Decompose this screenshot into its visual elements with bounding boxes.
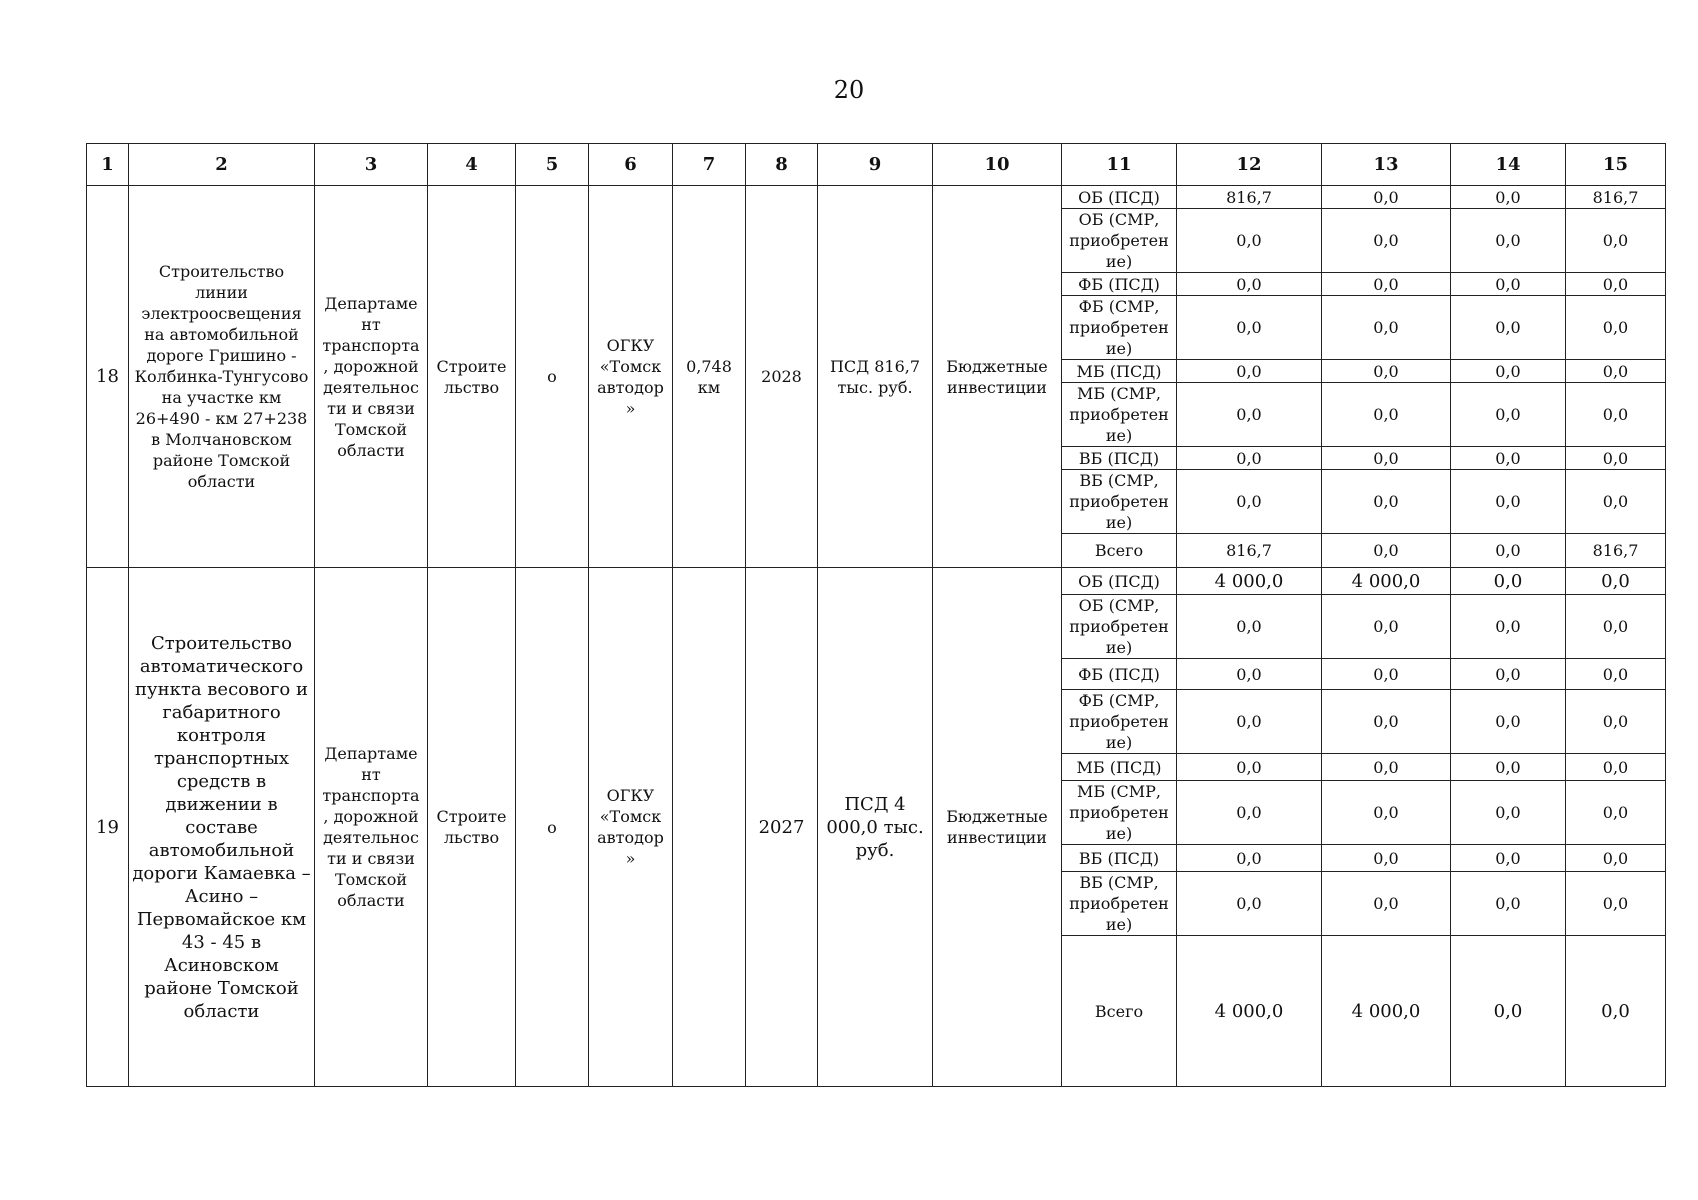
- value-col13: 0,0: [1322, 383, 1451, 447]
- value-col13: 4 000,0: [1322, 568, 1451, 595]
- value-col15: 0,0: [1566, 659, 1666, 690]
- value-col13: 0,0: [1322, 690, 1451, 754]
- value-col15: 0,0: [1566, 845, 1666, 872]
- value-col15: 816,7: [1566, 186, 1666, 209]
- col5-value: о: [516, 568, 589, 1087]
- value-col14: 0,0: [1451, 781, 1566, 845]
- value-col14: 0,0: [1451, 872, 1566, 936]
- work-kind: Строите льство: [428, 186, 516, 568]
- value-col15: 0,0: [1566, 296, 1666, 360]
- value-col12: 0,0: [1177, 754, 1322, 781]
- value-col14: 0,0: [1451, 360, 1566, 383]
- table-row: [87, 186, 1666, 209]
- header-cell: 15: [1566, 144, 1666, 186]
- year: 2027: [746, 568, 818, 1087]
- value-col13: 0,0: [1322, 360, 1451, 383]
- col5-value: о: [516, 186, 589, 568]
- funding-source: ОБ (СМР, приобретен ие): [1062, 595, 1177, 659]
- value-col12: 0,0: [1177, 447, 1322, 470]
- header-row: [87, 144, 1666, 186]
- value-col13: 0,0: [1322, 447, 1451, 470]
- value-col13: 0,0: [1322, 845, 1451, 872]
- customer: ОГКУ «Томск автодор »: [589, 568, 673, 1087]
- capacity: [673, 568, 746, 1087]
- value-col14: 0,0: [1451, 659, 1566, 690]
- funding-source: ВБ (ПСД): [1062, 447, 1177, 470]
- value-col15: 0,0: [1566, 447, 1666, 470]
- funding-source: МБ (ПСД): [1062, 754, 1177, 781]
- value-col15: 0,0: [1566, 273, 1666, 296]
- header-cell: 9: [818, 144, 933, 186]
- value-col13: 0,0: [1322, 209, 1451, 273]
- value-col15: 0,0: [1566, 383, 1666, 447]
- funding-source: Всего: [1062, 936, 1177, 1087]
- funding-source: ОБ (ПСД): [1062, 568, 1177, 595]
- value-col13: 0,0: [1322, 754, 1451, 781]
- value-col14: 0,0: [1451, 534, 1566, 568]
- value-col15: 0,0: [1566, 936, 1666, 1087]
- customer: ОГКУ «Томск автодор »: [589, 186, 673, 568]
- value-col14: 0,0: [1451, 447, 1566, 470]
- page-number: 20: [833, 76, 865, 104]
- value-col13: 0,0: [1322, 659, 1451, 690]
- value-col13: 0,0: [1322, 296, 1451, 360]
- funding-form: Бюджетные инвестиции: [933, 568, 1062, 1087]
- value-col13: 0,0: [1322, 781, 1451, 845]
- header-cell: 3: [315, 144, 428, 186]
- year: 2028: [746, 186, 818, 568]
- row-number: 19: [87, 568, 129, 1087]
- header-cell: 12: [1177, 144, 1322, 186]
- header-cell: 11: [1062, 144, 1177, 186]
- header-cell: 6: [589, 144, 673, 186]
- object-name: Строительство автоматического пункта весового и габаритного контроля транспортных средств в движении в составе автомобильной дороги Камаевка – Асино – Первомайское км 43 - 45 в Асиновском районе Томской области: [129, 568, 315, 1087]
- value-col13: 0,0: [1322, 273, 1451, 296]
- value-col14: 0,0: [1451, 936, 1566, 1087]
- value-col12: 0,0: [1177, 360, 1322, 383]
- table-row: [87, 568, 1666, 595]
- value-col13: 0,0: [1322, 595, 1451, 659]
- estimated-cost: ПСД 4 000,0 тыс. руб.: [818, 568, 933, 1087]
- funding-form: Бюджетные инвестиции: [933, 186, 1062, 568]
- estimated-cost: ПСД 816,7 тыс. руб.: [818, 186, 933, 568]
- funding-source: МБ (СМР, приобретен ие): [1062, 383, 1177, 447]
- value-col12: 0,0: [1177, 845, 1322, 872]
- value-col14: 0,0: [1451, 296, 1566, 360]
- header-cell: 1: [87, 144, 129, 186]
- value-col12: 0,0: [1177, 470, 1322, 534]
- funding-source: ВБ (СМР, приобретен ие): [1062, 872, 1177, 936]
- value-col15: 0,0: [1566, 470, 1666, 534]
- value-col15: 0,0: [1566, 754, 1666, 781]
- value-col13: 0,0: [1322, 470, 1451, 534]
- value-col12: 0,0: [1177, 209, 1322, 273]
- department: Департаме нт транспорта , дорожной деятельнос ти и связи Томской области: [315, 186, 428, 568]
- value-col14: 0,0: [1451, 690, 1566, 754]
- value-col13: 0,0: [1322, 186, 1451, 209]
- value-col12: 0,0: [1177, 595, 1322, 659]
- capacity: 0,748 км: [673, 186, 746, 568]
- value-col15: 0,0: [1566, 690, 1666, 754]
- value-col15: 0,0: [1566, 209, 1666, 273]
- funding-source: Всего: [1062, 534, 1177, 568]
- value-col14: 0,0: [1451, 383, 1566, 447]
- funding-source: ВБ (ПСД): [1062, 845, 1177, 872]
- value-col14: 0,0: [1451, 470, 1566, 534]
- work-kind: Строите льство: [428, 568, 516, 1087]
- value-col14: 0,0: [1451, 568, 1566, 595]
- value-col15: 0,0: [1566, 568, 1666, 595]
- header-cell: 8: [746, 144, 818, 186]
- header-cell: 7: [673, 144, 746, 186]
- header-cell: 13: [1322, 144, 1451, 186]
- funding-source: МБ (ПСД): [1062, 360, 1177, 383]
- department: Департаме нт транспорта , дорожной деятельнос ти и связи Томской области: [315, 568, 428, 1087]
- value-col13: 0,0: [1322, 872, 1451, 936]
- funding-source: ОБ (ПСД): [1062, 186, 1177, 209]
- header-cell: 4: [428, 144, 516, 186]
- value-col15: 0,0: [1566, 781, 1666, 845]
- row-number: 18: [87, 186, 129, 568]
- funding-source: ВБ (СМР, приобретен ие): [1062, 470, 1177, 534]
- value-col14: 0,0: [1451, 754, 1566, 781]
- funding-source: ОБ (СМР, приобретен ие): [1062, 209, 1177, 273]
- value-col12: 0,0: [1177, 659, 1322, 690]
- value-col12: 0,0: [1177, 872, 1322, 936]
- value-col13: 4 000,0: [1322, 936, 1451, 1087]
- object-name: Строительство линии электроосвещения на автомобильной дороге Гришино - Колбинка-Тунгусово на участке км 26+490 - км 27+238 в Молчановском районе Томской области: [129, 186, 315, 568]
- header-cell: 14: [1451, 144, 1566, 186]
- value-col14: 0,0: [1451, 209, 1566, 273]
- value-col15: 0,0: [1566, 595, 1666, 659]
- value-col14: 0,0: [1451, 186, 1566, 209]
- value-col14: 0,0: [1451, 595, 1566, 659]
- funding-source: ФБ (ПСД): [1062, 659, 1177, 690]
- value-col15: 0,0: [1566, 360, 1666, 383]
- value-col14: 0,0: [1451, 273, 1566, 296]
- value-col12: 816,7: [1177, 186, 1322, 209]
- header-cell: 10: [933, 144, 1062, 186]
- value-col12: 4 000,0: [1177, 936, 1322, 1087]
- value-col12: 0,0: [1177, 273, 1322, 296]
- value-col12: 0,0: [1177, 383, 1322, 447]
- value-col12: 0,0: [1177, 296, 1322, 360]
- value-col12: 0,0: [1177, 690, 1322, 754]
- value-col12: 4 000,0: [1177, 568, 1322, 595]
- value-col15: 0,0: [1566, 872, 1666, 936]
- value-col12: 816,7: [1177, 534, 1322, 568]
- header-cell: 5: [516, 144, 589, 186]
- funding-source: ФБ (СМР, приобретен ие): [1062, 690, 1177, 754]
- value-col15: 816,7: [1566, 534, 1666, 568]
- value-col13: 0,0: [1322, 534, 1451, 568]
- value-col12: 0,0: [1177, 781, 1322, 845]
- funding-source: МБ (СМР, приобретен ие): [1062, 781, 1177, 845]
- funding-source: ФБ (ПСД): [1062, 273, 1177, 296]
- header-cell: 2: [129, 144, 315, 186]
- funding-source: ФБ (СМР, приобретен ие): [1062, 296, 1177, 360]
- value-col14: 0,0: [1451, 845, 1566, 872]
- investment-table: [86, 143, 1666, 1087]
